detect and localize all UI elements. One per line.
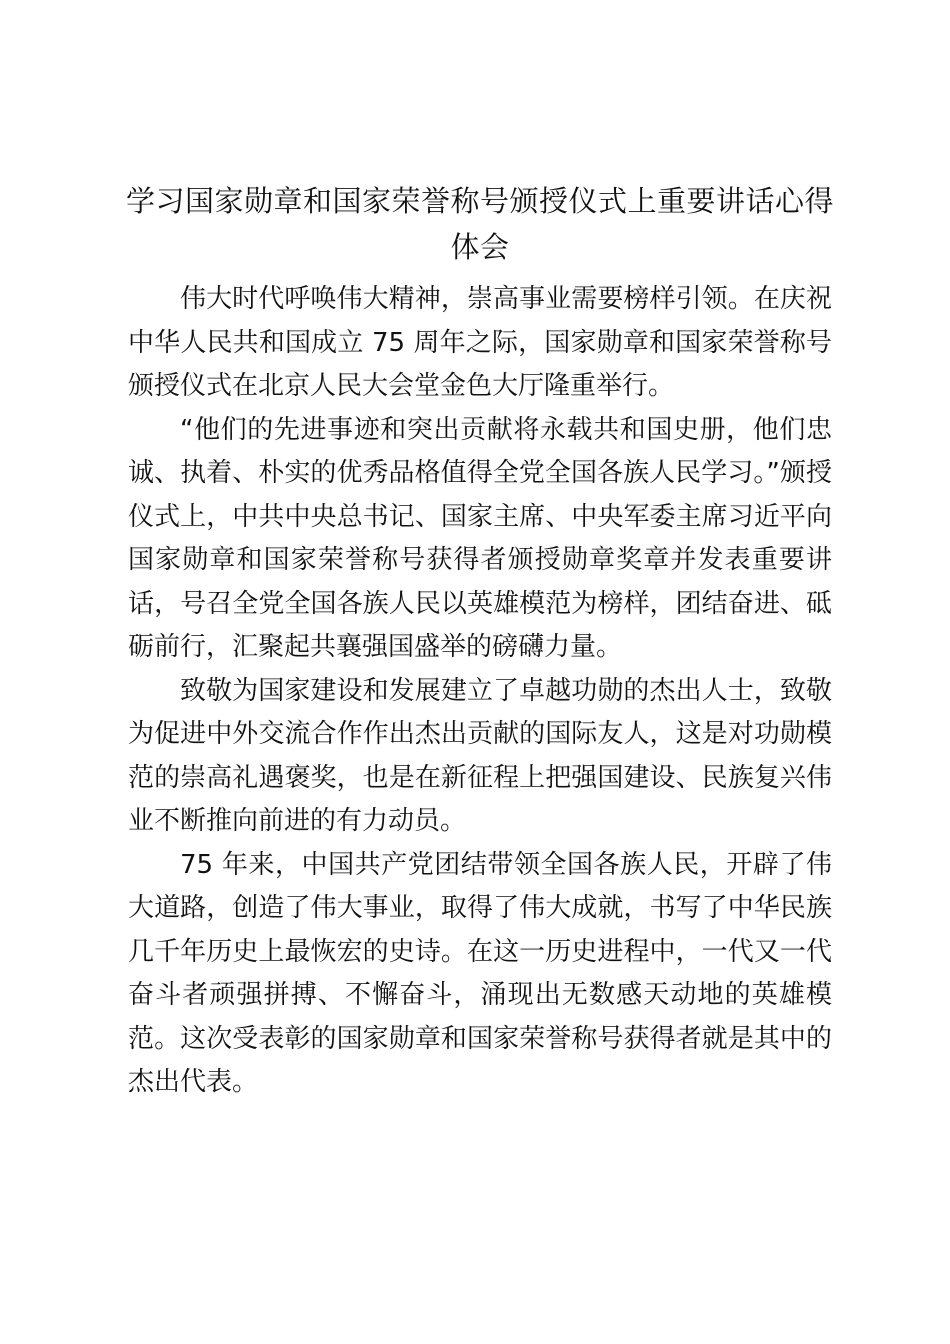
paragraph-2: “他们的先进事迹和突出贡献将永载共和国史册，他们忠诚、执着、朴实的优秀品格值得全党全国各族人民学习。”颁授仪式上，中共中央总书记、国家主席、中央军委主席习近平向国家勋章和国家荣誉称号获得者颁授勋章奖章并发表重要讲话，号召全党全国各族人民以英雄模范为榜样，团结奋进、砥砺前行，汇聚起共襄强国盛举的磅礴力量。	[128, 414, 832, 662]
paragraph-4: 75 年来，中国共产党团结带领全国各族人民，开辟了伟大道路，创造了伟大事业，取得了伟大成就，书写了中华民族几千年历史上最恢宏的史诗。在这一历史进程中，一代又一代奋斗者顽强拼搏、不懈奋斗，涌现出无数感天动地的英雄模范。这次受表彰的国家勋章和国家荣誉称号获得者就是其中的杰出代表。	[128, 849, 832, 1097]
document-body	[128, 278, 832, 1105]
document-title: 学习国家勋章和国家荣誉称号颁授仪式上重要讲话心得体会	[125, 184, 834, 264]
paragraph-1: 伟大时代呼唤伟大精神，崇高事业需要榜样引领。在庆祝中华人民共和国成立 75 周年之际，国家勋章和国家荣誉称号颁授仪式在北京人民大会堂金色大厅隆重举行。	[128, 284, 832, 401]
paragraph-3: 致敬为国家建设和发展建立了卓越功勋的杰出人士，致敬为促进中外交流合作作出杰出贡献的国际友人，这是对功勋模范的崇高礼遇褒奖，也是在新征程上把强国建设、民族复兴伟业不断推向前进的有力动员。	[128, 675, 832, 836]
